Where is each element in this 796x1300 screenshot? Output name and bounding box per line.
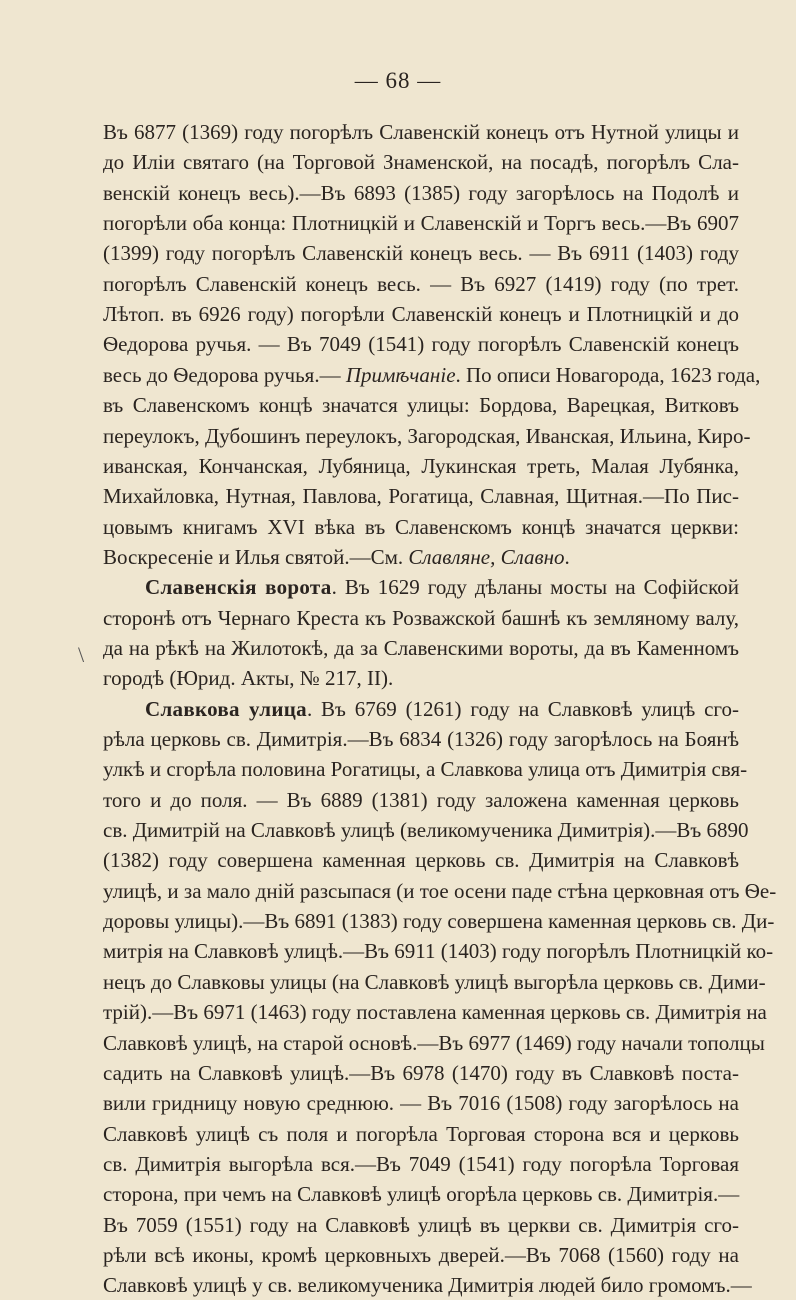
text-run: (1399) году погорѣлъ Славенскій конецъ весь. — Въ 6911 (1403) году xyxy=(103,241,739,266)
text-line xyxy=(103,360,761,390)
text-line xyxy=(145,694,739,724)
text-run: Лѣтоп. въ 6926 году) погорѣли Славенскій конецъ и Плотницкій и до xyxy=(103,302,739,327)
text-run: цовымъ книгамъ XVI вѣка въ Славенскомъ концѣ значатся церкви: xyxy=(103,514,739,539)
text-line xyxy=(103,603,739,633)
text-line xyxy=(103,421,751,451)
text-run: сторона, при чемъ на Славковѣ улицѣ огорѣла церковь св. Димитрія.— xyxy=(103,1182,740,1207)
text-run: Въ 7059 (1551) году на Славковѣ улицѣ въ церкви св. Димитрія сго- xyxy=(103,1212,739,1237)
text-line xyxy=(103,238,739,268)
text-line xyxy=(103,785,739,815)
text-line xyxy=(103,1058,739,1088)
text-line xyxy=(103,633,739,663)
page-number: — 68 — xyxy=(354,68,442,93)
text-line xyxy=(103,724,739,754)
text-line xyxy=(103,967,766,997)
text-line xyxy=(103,1179,739,1209)
text-run: до Иліи святаго (на Торговой Знаменской, на посадѣ, погорѣлъ Сла- xyxy=(103,150,739,175)
text-run: Славковѣ улицѣ у св. великомученика Димитрія людей било громомъ.— xyxy=(103,1273,752,1298)
entry-heading: Славкова улица xyxy=(145,696,307,721)
text-run: . Въ 6769 (1261) году на Славковѣ улицѣ сго- xyxy=(306,696,739,721)
text-line xyxy=(103,845,739,875)
text-line xyxy=(103,1088,739,1118)
text-line xyxy=(103,1270,752,1300)
text-line xyxy=(103,481,739,511)
text-run: . Въ 1629 году дѣланы мосты на Софійской xyxy=(331,575,739,600)
text-run: доровы улицы).—Въ 6891 (1383) году совершена каменная церковь св. Ди- xyxy=(103,909,775,934)
text-run: Воскресеніе и Илья святой.—См. xyxy=(103,544,409,569)
text-run: иванская, Кончанская, Лубяница, Лукинская треть, Малая Лубянка, xyxy=(103,453,739,478)
text-run: городѣ (Юрид. Акты, № 217, II). xyxy=(103,666,394,691)
text-run: (1382) году совершена каменная церковь св. Димитрія на Славковѣ xyxy=(103,848,739,873)
text-line xyxy=(103,1210,739,1240)
text-run: весь до Ѳедорова ручья.— xyxy=(103,362,346,387)
text-line xyxy=(145,572,739,602)
text-run: улкѣ и сгорѣла половина Рогатицы, а Славкова улица отъ Димитрія свя- xyxy=(103,757,748,782)
text-line xyxy=(103,451,739,481)
text-run: погорѣли оба конца: Плотницкій и Славенскій и Торгъ весь.—Въ 6907 xyxy=(103,211,739,236)
text-line xyxy=(103,1240,739,1270)
text-run: садить на Славковѣ улицѣ.—Въ 6978 (1470) году въ Славковѣ поста- xyxy=(103,1060,739,1085)
text-run: улицѣ, и за мало дній разсыпася (и тое осени паде стѣна церковная отъ Ѳе- xyxy=(103,878,777,903)
text-run: Славковѣ улицѣ, на старой основѣ.—Въ 6977 (1469) году начали тополцы xyxy=(103,1030,765,1055)
entry-heading: Славенскія ворота xyxy=(145,575,332,600)
text-run: митрія на Славковѣ улицѣ.—Въ 6911 (1403) году погорѣлъ Плотницкій ко- xyxy=(103,939,774,964)
text-run: погорѣлъ Славенскій конецъ весь. — Въ 6927 (1419) году (по трет. xyxy=(103,271,739,296)
text-run: венскій конецъ весь).—Въ 6893 (1385) году загорѣлось на Подолѣ и xyxy=(103,180,739,205)
text-line xyxy=(103,299,739,329)
text-line xyxy=(103,512,739,542)
text-line xyxy=(103,390,739,420)
text-run: трій).—Въ 6971 (1463) году поставлена каменная церковь св. Димитрія на xyxy=(103,1000,767,1025)
text-line xyxy=(103,1149,739,1179)
text-run: Михайловка, Нутная, Павлова, Рогатица, Славная, Щитная.—По Пис- xyxy=(103,484,739,509)
text-run: . xyxy=(564,544,570,569)
text-line xyxy=(103,754,748,784)
text-line xyxy=(103,1119,739,1149)
text-line xyxy=(103,997,767,1027)
text-run: да на рѣкѣ на Жилотокѣ, да за Славенскими вороты, да въ Каменномъ xyxy=(103,635,739,660)
text-run: рѣли всѣ иконы, кромѣ церковныхъ дверей.—Въ 7068 (1560) году на xyxy=(103,1242,739,1267)
italic-text: Примѣчаніе xyxy=(345,362,456,387)
text-run: св. Димитрій на Славковѣ улицѣ (великомученика Димитрія).—Въ 6890 xyxy=(103,818,749,843)
text-line xyxy=(103,542,739,572)
text-line xyxy=(103,663,739,693)
text-line xyxy=(103,147,739,177)
text-run: св. Димитрія выгорѣла вся.—Въ 7049 (1541) году погорѣла Торговая xyxy=(103,1151,739,1176)
text-run: въ Славенскомъ концѣ значатся улицы: Бордова, Варецкая, Витковъ xyxy=(103,393,739,418)
text-run: того и до поля. — Въ 6889 (1381) году заложена каменная церковь xyxy=(103,787,739,812)
text-run: переулокъ, Дубошинъ переулокъ, Загородская, Иванская, Ильина, Киро- xyxy=(103,423,751,448)
text-run: . По описи Новагорода, 1623 года, xyxy=(455,362,761,387)
text-run: Въ 6877 (1369) году погорѣлъ Славенскій конецъ отъ Нутной улицы и xyxy=(103,120,739,144)
text-line xyxy=(103,815,749,845)
italic-text: Славляне, Славно xyxy=(408,544,565,569)
text-run: вили гридницу новую среднюю. — Въ 7016 (1508) году загорѣлось на xyxy=(103,1091,739,1116)
text-line xyxy=(103,117,739,147)
text-line xyxy=(103,208,739,238)
text-run: сторонѣ отъ Чернаго Креста къ Розважской башнѣ къ земляному валу, xyxy=(103,605,739,630)
text-line xyxy=(103,936,774,966)
text-line xyxy=(103,269,739,299)
text-line xyxy=(103,1028,765,1058)
text-run: нецъ до Славковы улицы (на Славковѣ улицѣ выгорѣла церковь св. Дими- xyxy=(103,969,766,994)
text-line xyxy=(103,906,775,936)
text-run: рѣла церковь св. Димитрія.—Въ 6834 (1326) году загорѣлось на Боянѣ xyxy=(103,727,739,751)
text-run: Ѳедорова ручья. — Въ 7049 (1541) году погорѣлъ Славенскій конецъ xyxy=(103,332,739,357)
text-run: Славковѣ улицѣ съ поля и погорѣла Торговая сторона вся и церковь xyxy=(103,1121,739,1146)
text-line xyxy=(103,329,739,359)
text-line xyxy=(103,178,739,208)
text-line xyxy=(103,876,777,906)
margin-mark: \ xyxy=(78,642,85,667)
